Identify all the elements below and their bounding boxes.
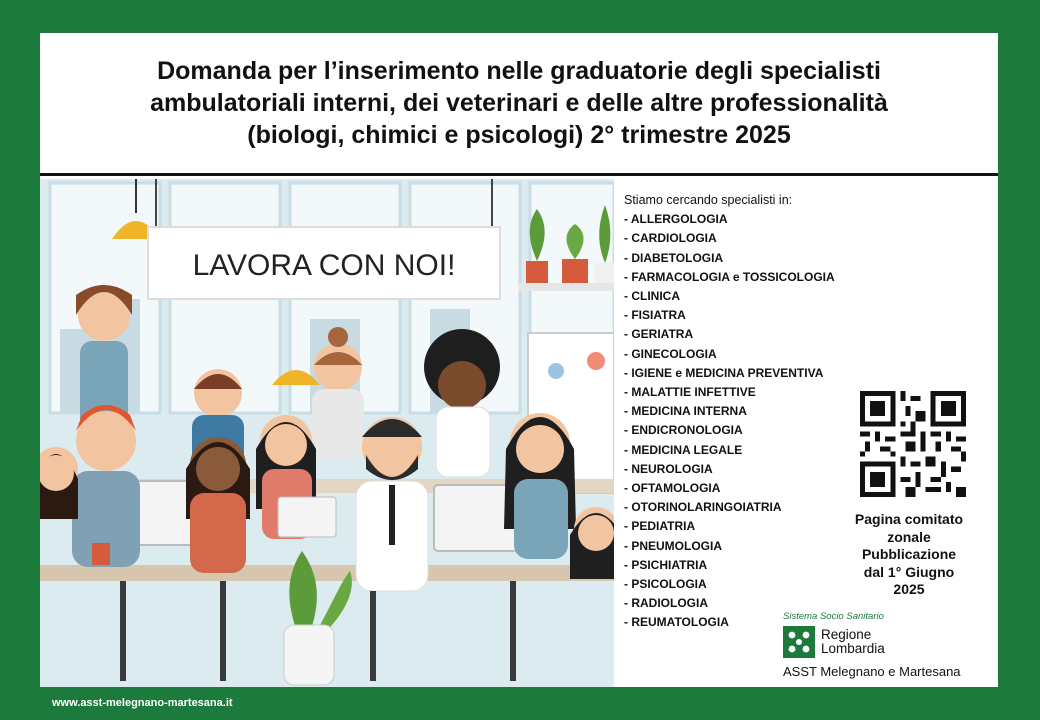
list-item: - PSICHIATRIA bbox=[624, 557, 708, 572]
publication-note bbox=[838, 511, 980, 599]
office-illustration bbox=[40, 179, 614, 687]
list-item: - MEDICINA INTERNA bbox=[624, 404, 747, 419]
publication-line-4: dal 1° Giugno bbox=[863, 563, 955, 580]
region-name-line-1: Regione bbox=[821, 627, 872, 642]
list-item: - RADIOLOGIA bbox=[624, 596, 708, 611]
publication-line-1: Pagina comitato bbox=[854, 511, 964, 527]
list-item: - PSICOLOGIA bbox=[624, 577, 707, 592]
region-name-line-2: Lombardia bbox=[821, 641, 885, 656]
publication-line-5: 2025 bbox=[893, 581, 925, 597]
publication-line-2: zonale bbox=[887, 528, 931, 545]
list-item: - GINECOLOGIA bbox=[624, 346, 717, 361]
header bbox=[40, 33, 998, 176]
publication-line-3: Pubblicazione bbox=[861, 546, 957, 562]
list-item: - ALLERGOLOGIA bbox=[624, 212, 728, 227]
list-item: - FARMACOLOGIA e TOSSICOLOGIA bbox=[624, 269, 835, 284]
list-intro: Stiamo cercando specialisti in: bbox=[624, 193, 793, 207]
list-item: - PEDIATRIA bbox=[624, 519, 696, 534]
flyer-card bbox=[40, 33, 998, 687]
page-title bbox=[89, 55, 949, 151]
title-line-1: Domanda per l’inserimento nelle graduatorie degli specialisti bbox=[157, 57, 881, 85]
list-item: - OTORINOLARINGOIATRIA bbox=[624, 500, 782, 515]
website-link[interactable]: www.asst-melegnano-martesana.it bbox=[52, 697, 233, 709]
regione-lombardia-logo-icon bbox=[783, 626, 815, 658]
asst-logo bbox=[783, 611, 993, 679]
system-label: Sistema Socio Sanitario bbox=[783, 611, 884, 622]
title-line-3: (biologi, chimici e psicologi) 2° trimestre 2025 bbox=[247, 121, 791, 149]
list-item: - ENDICRONOLOGIA bbox=[624, 423, 743, 438]
qr-code-icon[interactable] bbox=[860, 391, 966, 497]
list-item: - MALATTIE INFETTIVE bbox=[624, 385, 756, 400]
list-item: - OFTAMOLOGIA bbox=[624, 481, 721, 496]
list-item: - GERIATRA bbox=[624, 327, 694, 342]
list-item: - NEUROLOGIA bbox=[624, 461, 713, 476]
list-item: - DIABETOLOGIA bbox=[624, 250, 724, 265]
title-line-2: ambulatoriali interni, dei veterinari e delle altre professionalità bbox=[150, 89, 888, 117]
list-item: - CLINICA bbox=[624, 289, 680, 304]
list-item: - FISIATRA bbox=[624, 308, 686, 323]
banner-text: LAVORA CON NOI! bbox=[192, 249, 456, 282]
list-item: - PNEUMOLOGIA bbox=[624, 538, 722, 553]
asst-name: ASST Melegnano e Martesana bbox=[783, 664, 961, 679]
list-item: - IGIENE e MEDICINA PREVENTIVA bbox=[624, 365, 824, 380]
list-item: - REUMATOLOGIA bbox=[624, 615, 729, 630]
list-item: - MEDICINA LEGALE bbox=[624, 442, 743, 457]
list-item: - CARDIOLOGIA bbox=[624, 231, 717, 246]
